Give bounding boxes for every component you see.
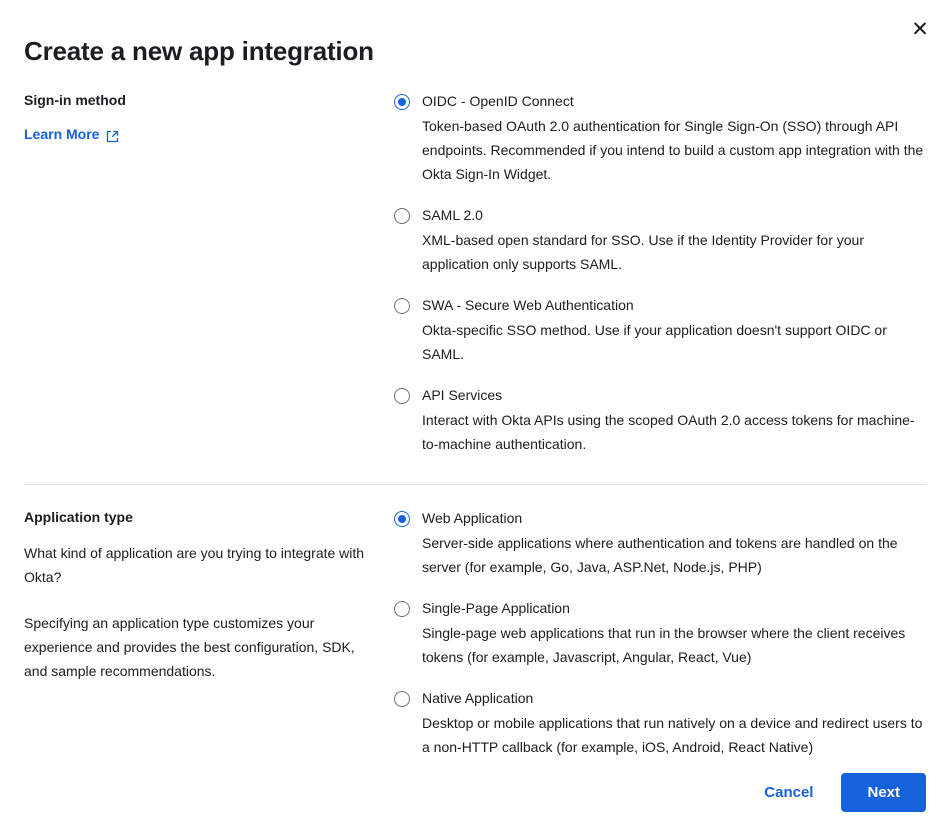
sign-in-method-left-column — [24, 68, 394, 456]
sign-in-method-section — [0, 68, 950, 456]
radio-option-description: Single-page web applications that run in the browser where the client receives tokens (for example, Javascript, Angular, React, Vue) — [422, 625, 906, 665]
radio-option-description: Server-side applications where authentication and tokens are handled on the server (for example, Go, Java, ASP.Net, Node.js, PHP) — [422, 535, 898, 575]
application-type-section — [0, 485, 950, 759]
sign-in-method-label: Sign-in method — [24, 92, 126, 108]
application-type-label: Application type — [24, 509, 133, 525]
radio-option-web-application[interactable] — [394, 507, 926, 579]
application-type-options — [394, 485, 926, 759]
learn-more-label: Learn More — [24, 126, 100, 142]
radio-option-title: Native Application — [422, 690, 534, 706]
radio-button-icon[interactable] — [394, 691, 410, 707]
radio-option-title: Single-Page Application — [422, 600, 570, 616]
radio-option-title: SAML 2.0 — [422, 207, 483, 223]
radio-option-description: Desktop or mobile applications that run natively on a device and redirect users to a non-HTTP callback (for example, iOS, Android, React Native) — [422, 715, 923, 755]
learn-more-link[interactable] — [24, 124, 119, 144]
radio-option-api-services[interactable] — [394, 384, 926, 456]
radio-option-swa[interactable] — [394, 294, 926, 366]
radio-option-title: Web Application — [422, 510, 523, 526]
radio-option-description: Interact with Okta APIs using the scoped OAuth 2.0 access tokens for machine-to-machine authentication. — [422, 412, 915, 452]
radio-button-icon[interactable] — [394, 511, 410, 527]
cancel-button[interactable]: Cancel — [752, 774, 825, 811]
radio-button-icon[interactable] — [394, 601, 410, 617]
radio-option-title: API Services — [422, 387, 503, 403]
radio-option-oidc[interactable] — [394, 90, 926, 186]
dialog-footer — [752, 773, 926, 812]
close-icon[interactable]: ✕ — [906, 16, 934, 44]
radio-option-title: OIDC - OpenID Connect — [422, 93, 574, 109]
external-link-icon — [106, 128, 119, 141]
radio-option-description: XML-based open standard for SSO. Use if the Identity Provider for your application only supports SAML. — [422, 232, 864, 272]
radio-button-icon[interactable] — [394, 94, 410, 110]
application-type-left-column — [24, 485, 394, 759]
radio-option-native-application[interactable] — [394, 687, 926, 759]
radio-option-saml[interactable] — [394, 204, 926, 276]
next-button[interactable]: Next — [841, 773, 926, 812]
application-type-note: Specifying an application type customizes your experience and provides the best configuration, SDK, and sample recommendations. — [24, 615, 355, 679]
page-title: Create a new app integration — [24, 36, 374, 66]
radio-option-single-page-application[interactable] — [394, 597, 926, 669]
radio-option-description: Token-based OAuth 2.0 authentication for Single Sign-On (SSO) through API endpoints. Recommended if you intend to build a custom app integration with the Okta Sign-In Widget. — [422, 118, 924, 182]
radio-option-title: SWA - Secure Web Authentication — [422, 297, 634, 313]
radio-button-icon[interactable] — [394, 298, 410, 314]
sign-in-method-options — [394, 68, 926, 456]
radio-button-icon[interactable] — [394, 388, 410, 404]
application-type-question: What kind of application are you trying to integrate with Okta? — [24, 545, 365, 585]
radio-option-description: Okta-specific SSO method. Use if your application doesn't support OIDC or SAML. — [422, 322, 887, 362]
radio-button-icon[interactable] — [394, 208, 410, 224]
